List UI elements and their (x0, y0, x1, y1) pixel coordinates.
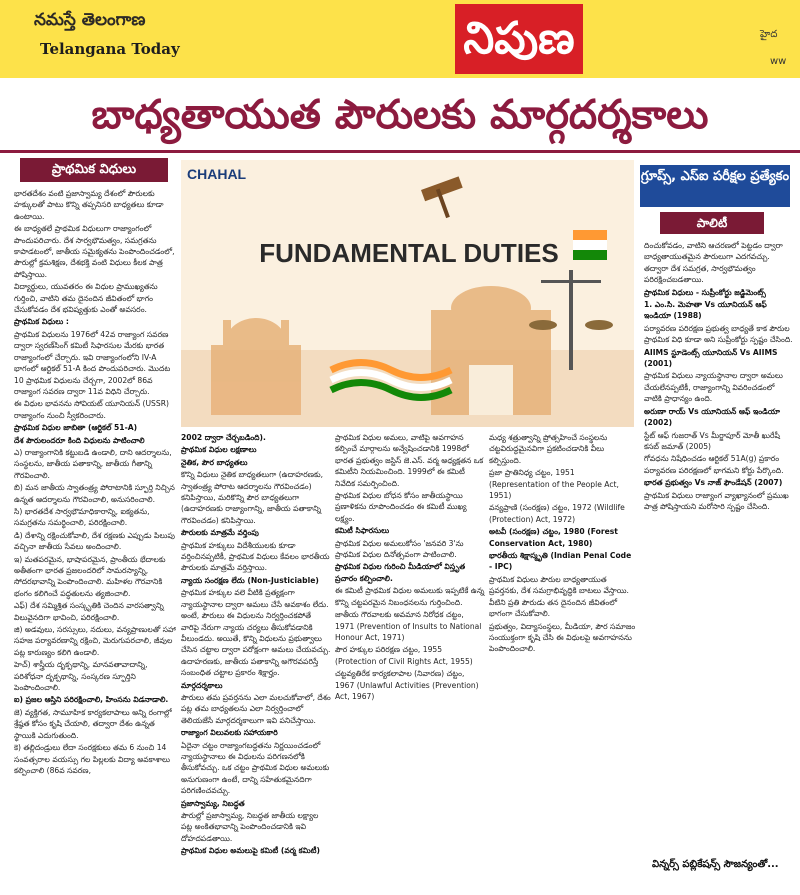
paragraph: పౌర హక్కుల పరిరక్షణ చట్టం, 1955 (Protection of Civil Rights Act, 1955) (335, 645, 473, 666)
paragraph: చట్టవ్యతిరేక కార్యకలాపాల (నివారణ) చట్టం, 1967 (Unlawful Activities (Prevention) Act, 1967) (335, 669, 479, 701)
paragraph: పౌరుల్లో ప్రజాస్వామ్య, నిబద్ధత జాతీయ లక్ష్యాల పట్ల అంకితభావాన్ని పెంపొందించడానికి ఇవి దోహదపడతాయి. (181, 811, 319, 843)
paragraph: గోవధను నిషేధించడం ఆర్టికల్ 51A(g) ప్రకారం పర్యావరణ పరిరక్షణలో భాగమని కోర్టు పేర్కొంది. (644, 454, 784, 475)
paragraph: స్టేట్ ఆఫ్ గుజరాత్ Vs మీర్జాపూర్ మోతీ ఖురేషీ కసబ్ జమాత్ (2005) (644, 430, 780, 451)
paragraph: ఈ బాధ్యతలే ప్రాథమిక విధులుగా రాజ్యాంగంలో పొందుపరిచారు. దేశ సార్వభౌమత్వం, సమగ్రతను కాపాడటంలో, జాతీయ సమైక్యతను పెంపొందించడంలో, పౌరుల్లో క్రమశిక్షణ, దేశభక్తి వంటి విధులు కీలక పాత్ర పోషిస్తాయి. (14, 224, 175, 279)
paragraph: ప్రాథమిక విధులను 1976లో 42వ రాజ్యాంగ సవరణ ద్వారా స్వరణ్‌సింగ్ కమిటీ సిఫారసుల మేరకు భారత రాజ్యాంగంలో చేర్చారు. ఇవి రాజ్యాంగంలోని IV-A భాగంలో ఆర్టికల్ 51-A కింద పొందుపరిచారు. మొదట 10 ప్రాథమిక విధులను చేర్చగా, 2002లో 86వ రాజ్యాంగ సవరణ ద్వారా 11వ విధిని చేర్చారు. (14, 329, 171, 396)
paragraph: ప్రజా ప్రాతినిధ్య చట్టం, 1951 (Representation of the People Act, 1951) (489, 468, 619, 501)
header-right-text: హైద (760, 29, 778, 40)
paragraph: జాతీయ గౌరవాలకు అవమాన నిరోధక చట్టం, 1971 (Prevention of Insults to National Honour Act, 1971) (335, 610, 482, 642)
paragraph: 2002 ద్వారా చేర్చబడింది). (181, 433, 266, 442)
hero-title: FUNDAMENTAL DUTIES (259, 238, 559, 268)
paragraph: పౌరులు తమ ప్రవర్తనను ఎలా మలచుకోవాలో, దేశం పట్ల తమ బాధ్యతలను ఎలా నిర్వర్తించాలో తెలియజేసే మార్గదర్శకాలుగా ఇవి పనిచేస్తాయి. (181, 692, 331, 725)
paragraph: ప్రభుత్వం, విద్యాసంస్థలు, మీడియా, పౌర సమాజం సంయుక్తంగా కృషి చేసి ఈ విధులపై అవగాహనను పెంపొందించాలి. (489, 621, 636, 654)
paragraph: ఈ కమిటీ ప్రాథమిక విధుల అమలుకు ఇప్పటికే ఉన్న కొన్ని చట్టపరమైన నిబంధనలను గుర్తించింది. (335, 586, 485, 607)
paragraph: పౌరులకు మాత్రమే వర్తింపు (181, 528, 259, 538)
brand-english: Telangana Today (40, 40, 180, 58)
paragraph: AIIMS స్టూడెంట్స్ యూనియన్ Vs AIIMS (2001) (644, 347, 778, 369)
headline-divider (0, 150, 800, 153)
paragraph: ఈ విధుల భావనను సోవియట్ యూనియన్ (USSR) రాజ్యాంగం నుంచి స్వీకరించారు. (14, 399, 169, 420)
paragraph: ప్రాథమిక విధులు - సుప్రీంకోర్టు జడ్జిమెంట్స్ (644, 287, 766, 297)
article-column-4 (489, 432, 637, 894)
paragraph: ప్రాథమిక హక్కుల వలె వీటికి ప్రత్యక్షంగా న్యాయస్థానాల ద్వారా అమలు చేసే అవకాశం లేదు. అంటే, పౌరులు ఈ విధులను నిర్వర్తించకపోతే వారిపై నేరుగా న్యాయ చర్యలు తీసుకోవడానికి వీలుండదు. అయితే, కొన్ని విధులను ప్రభుత్వాలు చేసిన చట్టాల ద్వారా పరోక్షంగా అమలు చేయవచ్చు. ఉదాహరణకు, జాతీయ పతాకాన్ని అగౌరవపరిస్తే సంబంధిత చట్టాల ప్రకారం శిక్షార్హం. (181, 588, 331, 678)
exam-special-header: గ్రూప్స్, ఎస్‌ఐ పరీక్షల ప్రత్యేకం (640, 165, 790, 207)
paragraph: జె) వ్యక్తిగత, సామూహిక కార్యకలాపాలు అన్ని రంగాల్లో శ్రేష్ఠత కోసం కృషి చేయాలి, తద్వారా దేశం ఉన్నత స్థాయికి ఎదుగుతుంది. (14, 707, 172, 740)
paragraph: ప్రాథమిక హక్కులు విదేశీయులకు కూడా వర్తించినప్పటికీ, ప్రాథమిక విధులు కేవలం భారతీయ పౌరులకు మాత్రమే వర్తిస్తాయి. (181, 540, 330, 573)
brand-telugu: నమస్తే తెలంగాణ (34, 10, 146, 30)
article-column-5 (644, 240, 794, 852)
paragraph: మధ్య శత్రుత్వాన్ని ప్రోత్సహించే సంస్థలను చట్టవిరుద్ధమైనవిగా ప్రకటించడానికి వీలు కల్పిస్తుంది. (489, 433, 608, 465)
paragraph: ప్రాథమిక విధుల అమలుకోసం 'జనవరి 3'ను ప్రాథమిక విధుల దినోత్సవంగా పాటించాలి. (335, 538, 464, 560)
paragraph: రాజ్యాంగ విలువలకు సహాయకారి (181, 728, 278, 738)
paragraph: ప్రాథమిక విధుల అమలు, వాటిపై అవగాహన కల్పించే మార్గాలను అన్వేషించడానికి 1998లో భారత ప్రభుత్వం జస్టిస్ జె.ఎస్. వర్మ అధ్యక్షతన ఒక కమిటీని నియమించింది. 1999లో ఈ కమిటీ నివేదిక సమర్పించింది. (335, 433, 484, 488)
header-right-text-2: ww (770, 56, 787, 67)
monuments-illustration (181, 160, 634, 427)
section-title: నిపుణ (455, 4, 583, 74)
paragraph: ప్రాథమిక విధులు : (14, 317, 69, 327)
paragraph: అటవీ (సంరక్షణ) చట్టం, 1980 (Forest Conservation Act, 1980) (489, 527, 618, 548)
paragraph: కమిటీ సిఫారసులు (335, 526, 390, 536)
paragraph: ఏదైనా చట్టం రాజ్యాంగబద్ధతను నిర్ణయించడంలో న్యాయస్థానాలు ఈ విధులను పరిగణనలోకి తీసుకోవచ్చు. ఒక చట్టం ప్రాథమిక విధుల అమలుకు అనుగుణంగా ఉంటే, దాన్ని సహేతుకమైనదిగా పరిగణించవచ్చు. (181, 740, 330, 796)
paragraph: ప్రాథమిక విధుల అమలుపై కమిటీ (వర్మ కమిటీ) (181, 846, 320, 856)
article-column-2 (181, 432, 331, 894)
left-section-tag: ప్రాథమిక విధులు (20, 158, 168, 182)
paragraph: ప్రజాస్వామ్య, నిబద్ధత (181, 798, 245, 808)
paragraph: దించుకోవడం, వాటిని ఆచరణలో పెట్టడం ద్వారా బాధ్యతాయుతమైన పౌరులుగా ఎదగవచ్చు. తద్వారా దేశ సమగ్రత, సార్వభౌమత్వం పరిరక్షించబడతాయి. (644, 241, 783, 285)
paragraph: జి) అడవులు, సరస్సులు, నదులు, వన్యప్రాణులతో సహా సహజ పర్యావరణాన్ని రక్షించి, మెరుగుపరచాలి, జీవుల పట్ల కారుణ్యం కలిగి ఉండాలి. (14, 625, 176, 657)
paragraph: పర్యావరణ పరిరక్షణ ప్రభుత్వ బాధ్యతే కాక పౌరుల ప్రాథమిక విధి కూడా అని సుప్రీంకోర్టు స్పష్టం చేసింది. (644, 323, 793, 345)
paragraph: ఎ) రాజ్యాంగానికి కట్టుబడి ఉండాలి, దాని ఆదర్శాలను, సంస్థలను, జాతీయ పతాకాన్ని, జాతీయ గీతాన్ని గౌరవించాలి. (14, 447, 172, 480)
paragraph: ప్రాథమిక విధులు న్యాయస్థానాల ద్వారా అమలు చేయలేనప్పటికీ, రాజ్యాంగాన్ని వివరించడంలో వాటికి ప్రాధాన్యం ఉంది. (644, 371, 783, 404)
paragraph: దేశ పౌరులందరూ కింది విధులను పాటించాలి (14, 435, 145, 445)
paragraph: మార్గదర్శకాలు (181, 680, 223, 690)
page-headline: బాధ్యతాయుత పౌరులకు మార్గదర్శకాలు (91, 92, 709, 138)
paragraph: హెచ్) శాస్త్రీయ దృక్పథాన్ని, మానవతావాదాన్ని, పరిశోధనా దృక్పథాన్ని, సంస్కరణ స్ఫూర్తిని పెంపొందించాలి. (14, 660, 148, 693)
polity-tag: పాలిటీ (660, 212, 764, 234)
paragraph: ప్రాథమిక విధుల బోధన కోసం జాతీయస్థాయి ప్రణాళికను రూపొందించడం ఈ కమిటీ ముఖ్య లక్ష్యం. (335, 491, 467, 523)
publication-credit: విన్నర్స్ పబ్లికేషన్స్ సౌజన్యంతో... (652, 859, 779, 870)
paragraph: ప్రాథమిక విధులు రాజ్యాంగ వ్యాఖ్యానంలో ప్రముఖ పాత్ర పోషిస్తాయని మరోసారి స్పష్టం చేసింది. (644, 490, 789, 511)
paragraph: ప్రాథమిక విధుల లక్షణాలు (181, 445, 257, 455)
article-column-1 (14, 188, 176, 894)
paragraph: బి) మన జాతీయ స్వాతంత్ర్య పోరాటానికి స్ఫూర్తి నిచ్చిన ఉన్నత ఆదర్శాలను గౌరవించాలి, అనుసరించాలి. (14, 483, 175, 504)
paragraph: ప్రాథమిక విధులు పౌరుల బాధ్యతాయుత ప్రవర్తనకు, దేశ సమగ్రాభివృద్ధికి బాటలు వేస్తాయి. వీటిని ప్రతి పౌరుడు తన దైనందిన జీవితంలో భాగంగా చేసుకోవాలి. (489, 574, 629, 619)
masthead (0, 0, 800, 78)
paragraph: ఇ) మతపరమైన, భాషాపరమైన, ప్రాంతీయ భేదాలకు అతీతంగా భారత ప్రజలందరిలో సామరస్యాన్ని, సోదరభావాన్ని పెంపొందించాలి. మహిళల గౌరవానికి భంగం కలిగించే పద్ధతులను త్యజించాలి. (14, 554, 166, 598)
paragraph: అరుణా రాయ్ Vs యూనియన్ ఆఫ్ ఇండియా (2002) (644, 406, 780, 428)
paragraph: భారత ప్రభుత్వం Vs నాజ్ ఫౌండేషన్ (2007) (644, 478, 783, 488)
paragraph: న్యాయ సంరక్షణ లేదు (Non-Justiciable) (181, 575, 319, 585)
paragraph: భారతదేశం వంటి ప్రజాస్వామ్య దేశంలో పౌరులకు హక్కులతో పాటు కొన్ని తప్పనిసరి బాధ్యతలు కూడా ఉంటాయి. (14, 189, 164, 221)
paragraph: నైతిక, పౌర బాధ్యతలు (181, 457, 248, 467)
paragraph: ఎఫ్) దేశ సమ్మిశ్రిత సంస్కృతికి చెందిన వారసత్వాన్ని విలువైనదిగా భావించి, పరిరక్షించాలి. (14, 601, 164, 622)
paragraph: ప్రాథమిక విధుల జాబితా (ఆర్టికల్ 51-A) (14, 423, 138, 433)
paragraph: వన్యప్రాణి (సంరక్షణ) చట్టం, 1972 (Wildlife (Protection) Act, 1972) (489, 503, 625, 524)
hero-image (181, 160, 634, 427)
paragraph: డి) దేశాన్ని రక్షించుకోవాలి, దేశ రక్షణకు ఎప్పుడు పిలుపు వచ్చినా జాతీయ సేవలు అందించాలి. (14, 530, 175, 552)
paragraph: కొన్ని విధులు నైతిక బాధ్యతలుగా (ఉదాహరణకు, స్వాతంత్ర్య పోరాట ఆదర్శాలను గౌరవించడం) కనిపిస్తాయి, మరికొన్ని పౌర బాధ్యతలుగా (ఉదాహరణకు రాజ్యాంగాన్ని, జాతీయ పతాకాన్ని గౌరవించడం) కనిపిస్తాయి. (181, 470, 324, 525)
paragraph: సి) భారతదేశ సార్వభౌమాధికారాన్ని, ఐక్యతను, సమగ్రతను సమర్థించాలి, పరిరక్షించాలి. (14, 506, 150, 528)
paragraph: ఐ) ప్రజల ఆస్తిని పరిరక్షించాలి, హింసను విడనాడాలి. (14, 695, 169, 705)
paragraph: భారతీయ శిక్షాస్మృతి (Indian Penal Code - IPC) (489, 551, 632, 572)
paragraph: కె) తల్లిదండ్రులు లేదా సంరక్షకులు తమ 6 నుంచి 14 సంవత్సరాల వయస్సు గల పిల్లలకు విద్యా అవకాశాలు కల్పించాలి (86వ సవరణ, (14, 743, 170, 775)
article-column-3 (335, 432, 485, 894)
paragraph: ప్రాథమిక విధుల గురించి మీడియాలో విస్తృత ప్రచారం కల్పించాలి. (335, 562, 466, 583)
paragraph: విద్యార్థులు, యువతరం ఈ విధుల ప్రాముఖ్యతను గుర్తించి, వాటిని తమ దైనందిన జీవితంలో భాగం చేసుకోవడం దేశ భవిష్యత్తుకు ఎంతో అవసరం. (14, 282, 158, 315)
paragraph: 1. ఎం.సి. మెహతా Vs యూనియన్ ఆఫ్ ఇండియా (1988) (644, 300, 767, 321)
chahal-logo: CHAHAL (187, 166, 247, 182)
